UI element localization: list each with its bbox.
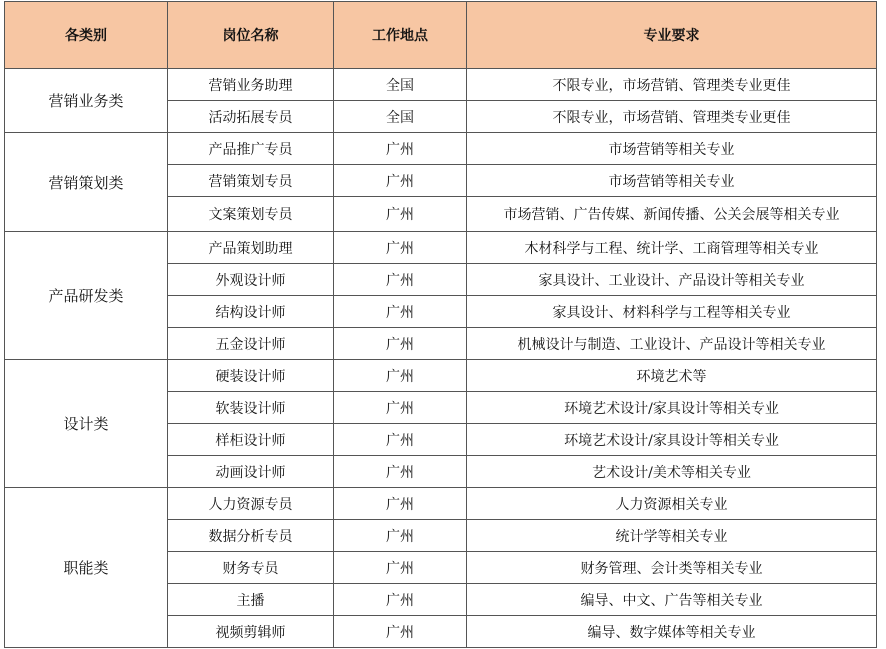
table-row [5, 232, 877, 264]
header-requirement: 专业要求 [467, 2, 877, 69]
location-cell: 广州 [334, 552, 467, 584]
table-row [5, 69, 877, 101]
position-cell: 主播 [168, 584, 334, 616]
position-cell: 营销策划专员 [168, 165, 334, 197]
requirement-cell: 环境艺术等 [467, 360, 877, 392]
position-cell: 结构设计师 [168, 296, 334, 328]
requirement-cell: 统计学等相关专业 [467, 520, 877, 552]
category-cell: 设计类 [5, 360, 168, 488]
position-cell: 人力资源专员 [168, 488, 334, 520]
location-cell: 广州 [334, 328, 467, 360]
position-cell: 样柜设计师 [168, 424, 334, 456]
location-cell: 广州 [334, 133, 467, 165]
table-row [5, 360, 877, 392]
location-cell: 广州 [334, 584, 467, 616]
location-cell: 广州 [334, 296, 467, 328]
category-cell: 营销策划类 [5, 133, 168, 232]
requirement-cell: 艺术设计/美术等相关专业 [467, 456, 877, 488]
location-cell: 广州 [334, 424, 467, 456]
table-body [5, 69, 877, 648]
location-cell: 广州 [334, 520, 467, 552]
location-cell: 广州 [334, 264, 467, 296]
location-cell: 广州 [334, 392, 467, 424]
position-cell: 文案策划专员 [168, 197, 334, 232]
location-cell: 广州 [334, 197, 467, 232]
header-location: 工作地点 [334, 2, 467, 69]
position-cell: 外观设计师 [168, 264, 334, 296]
requirement-cell: 市场营销、广告传媒、新闻传播、公关会展等相关专业 [467, 197, 877, 232]
position-cell: 活动拓展专员 [168, 101, 334, 133]
requirement-cell: 不限专业，市场营销、管理类专业更佳 [467, 101, 877, 133]
table-row [5, 488, 877, 520]
location-cell: 广州 [334, 232, 467, 264]
position-cell: 财务专员 [168, 552, 334, 584]
requirement-cell: 编导、数字媒体等相关专业 [467, 616, 877, 648]
table-row [5, 133, 877, 165]
location-cell: 广州 [334, 165, 467, 197]
location-cell: 广州 [334, 360, 467, 392]
requirement-cell: 环境艺术设计/家具设计等相关专业 [467, 424, 877, 456]
job-positions-table [4, 1, 877, 648]
position-cell: 五金设计师 [168, 328, 334, 360]
requirement-cell: 市场营销等相关专业 [467, 165, 877, 197]
location-cell: 广州 [334, 488, 467, 520]
position-cell: 数据分析专员 [168, 520, 334, 552]
category-cell: 营销业务类 [5, 69, 168, 133]
requirement-cell: 不限专业，市场营销、管理类专业更佳 [467, 69, 877, 101]
requirement-cell: 家具设计、工业设计、产品设计等相关专业 [467, 264, 877, 296]
requirement-cell: 人力资源相关专业 [467, 488, 877, 520]
table-header [5, 2, 877, 69]
category-cell: 产品研发类 [5, 232, 168, 360]
requirement-cell: 家具设计、材料科学与工程等相关专业 [467, 296, 877, 328]
requirement-cell: 编导、中文、广告等相关专业 [467, 584, 877, 616]
location-cell: 广州 [334, 456, 467, 488]
requirement-cell: 市场营销等相关专业 [467, 133, 877, 165]
header-row [5, 2, 877, 69]
requirement-cell: 机械设计与制造、工业设计、产品设计等相关专业 [467, 328, 877, 360]
header-category: 各类别 [5, 2, 168, 69]
category-cell: 职能类 [5, 488, 168, 648]
position-cell: 产品推广专员 [168, 133, 334, 165]
position-cell: 视频剪辑师 [168, 616, 334, 648]
position-cell: 动画设计师 [168, 456, 334, 488]
position-cell: 营销业务助理 [168, 69, 334, 101]
position-cell: 硬装设计师 [168, 360, 334, 392]
position-cell: 软装设计师 [168, 392, 334, 424]
location-cell: 广州 [334, 616, 467, 648]
requirement-cell: 环境艺术设计/家具设计等相关专业 [467, 392, 877, 424]
header-position: 岗位名称 [168, 2, 334, 69]
position-cell: 产品策划助理 [168, 232, 334, 264]
requirement-cell: 木材科学与工程、统计学、工商管理等相关专业 [467, 232, 877, 264]
location-cell: 全国 [334, 69, 467, 101]
requirement-cell: 财务管理、会计类等相关专业 [467, 552, 877, 584]
location-cell: 全国 [334, 101, 467, 133]
